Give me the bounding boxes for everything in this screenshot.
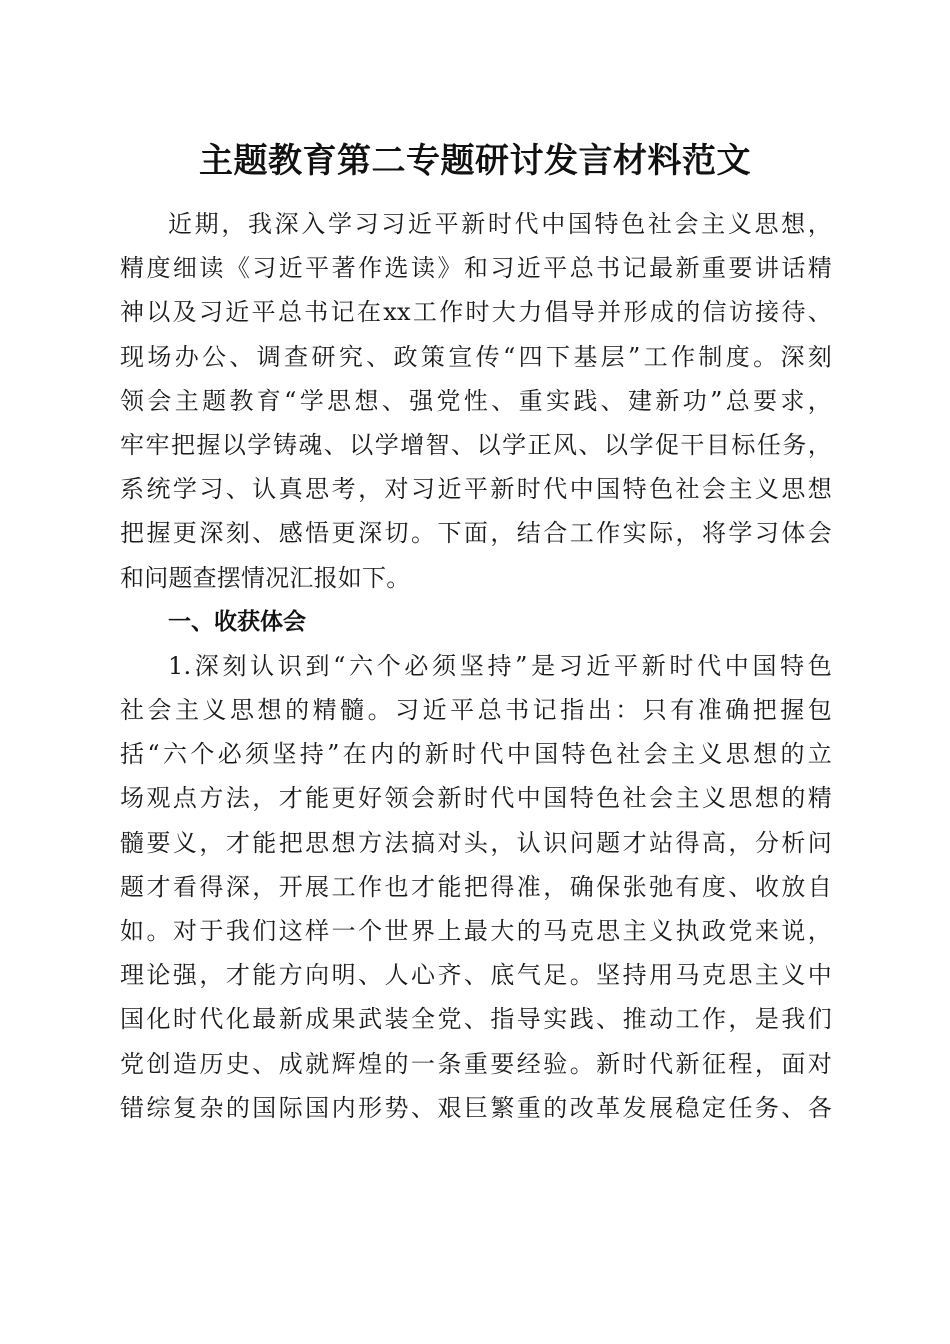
section-heading: 一、收获体会 bbox=[168, 608, 306, 635]
point-line: 如。对于我们这样一个世界上最大的马克思主义执政党来说， bbox=[120, 917, 832, 945]
intro-line: 和问题查摆情况汇报如下。 bbox=[120, 563, 411, 592]
point-line: 社会主义思想的精髓。习近平总书记指出：只有准确把握包 bbox=[120, 696, 832, 725]
point-line: 题才看得深，开展工作也才能把得准，确保张弛有度、收放自 bbox=[120, 872, 832, 901]
intro-line: 牢牢把握以学铸魂、以学增智、以学正风、以学促干目标任务， bbox=[120, 430, 832, 459]
point-line: 国化时代化最新成果武装全党、指导实践、推动工作，是我们 bbox=[120, 1005, 832, 1034]
intro-paragraph bbox=[120, 202, 832, 600]
intro-line: 把握更深刻、感悟更深切。下面，结合工作实际，将学习体会 bbox=[120, 519, 832, 548]
point-line: 理论强，才能方向明、人心齐、底气足。坚持用马克思主义中 bbox=[120, 961, 832, 990]
intro-line: 系统学习、认真思考，对习近平新时代中国特色社会主义思想 bbox=[120, 475, 832, 504]
intro-line: 近期，我深入学习习近平新时代中国特色社会主义思想， bbox=[168, 210, 832, 238]
point-line: 错综复杂的国际国内形势、艰巨繁重的改革发展稳定任务、各 bbox=[120, 1093, 832, 1122]
point-line: 1.深刻认识到“六个必须坚持”是习近平新时代中国特色 bbox=[168, 651, 832, 680]
point-line: 党创造历史、成就辉煌的一条重要经验。新时代新征程，面对 bbox=[120, 1049, 832, 1078]
intro-line: 神以及习近平总书记在xx工作时大力倡导并形成的信访接待、 bbox=[120, 298, 832, 327]
point-paragraph bbox=[120, 644, 832, 1130]
intro-line: 现场办公、调查研究、政策宣传“四下基层”工作制度。深刻 bbox=[120, 342, 832, 371]
point-line: 括“六个必须坚持”在内的新时代中国特色社会主义思想的立 bbox=[120, 740, 832, 769]
intro-line: 领会主题教育“学思想、强党性、重实践、建新功”总要求， bbox=[120, 386, 832, 415]
point-line: 场观点方法，才能更好领会新时代中国特色社会主义思想的精 bbox=[120, 784, 832, 813]
document-title: 主题教育第二专题研讨发言材料范文 bbox=[199, 141, 751, 181]
intro-line: 精度细读《习近平著作选读》和习近平总书记最新重要讲话精 bbox=[120, 254, 832, 283]
point-line: 髓要义，才能把思想方法搞对头，认识问题才站得高，分析问 bbox=[120, 828, 832, 857]
document-body bbox=[120, 202, 832, 1130]
